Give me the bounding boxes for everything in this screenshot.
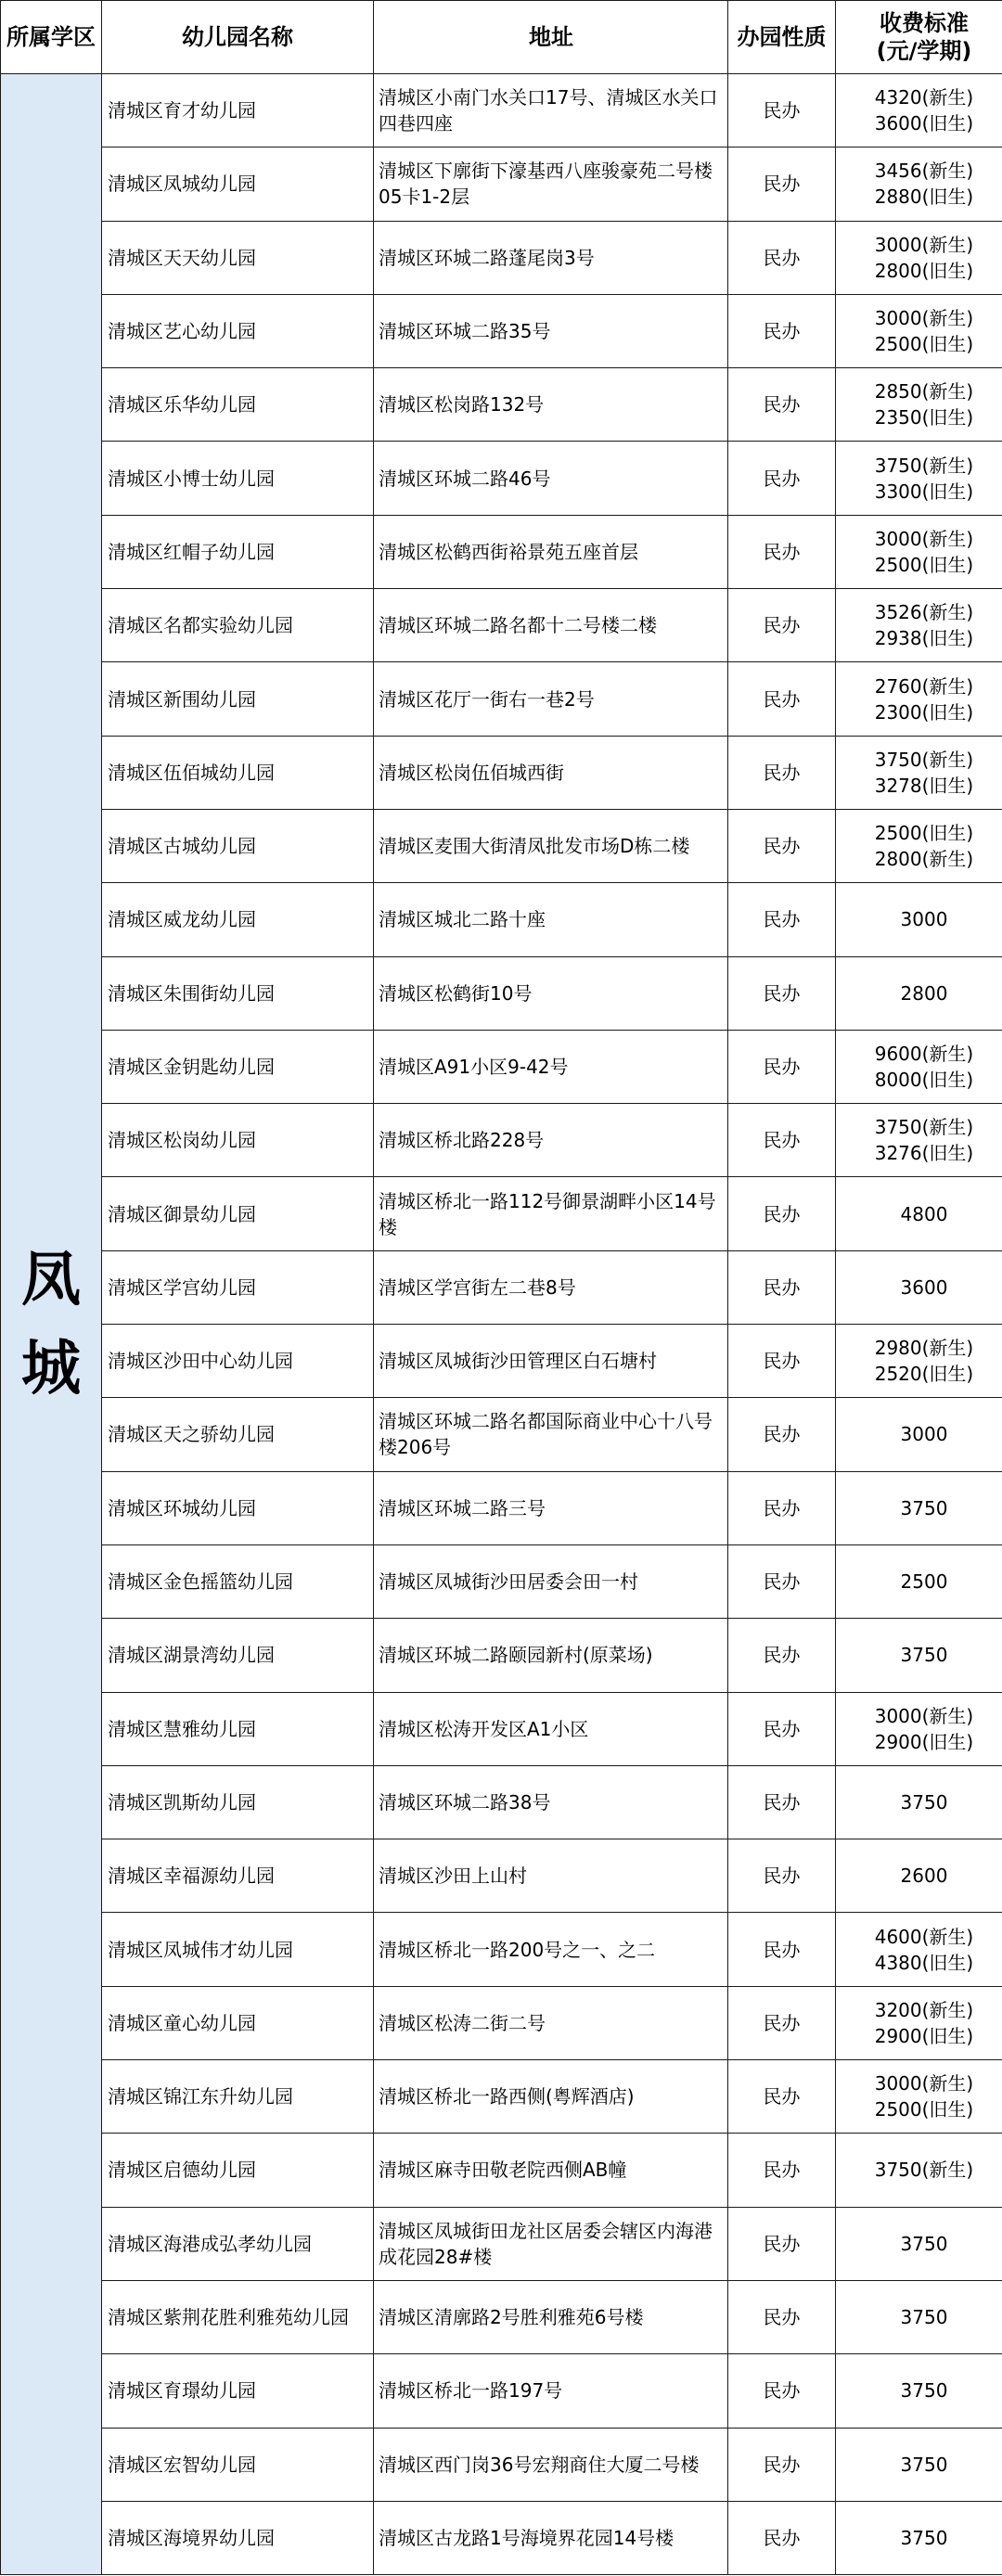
fee-line: 2760(新生) [874,674,974,698]
kindergarten-type: 民办 [728,589,836,662]
kindergarten-address: 清城区清廓路2号胜利雅苑6号楼 [374,2280,728,2353]
kindergarten-name: 清城区朱围街幼儿园 [102,956,374,1030]
fee-line: 2938(旧生) [874,627,974,650]
fee-line: 3750 [900,2453,948,2476]
fee-line: 2800(新生) [874,848,974,871]
fee-cell [836,1544,1002,1618]
table-row [1,1692,1002,1765]
table-row [1,809,1002,882]
kindergarten-type: 民办 [728,2060,836,2134]
kindergarten-address: 清城区环城二路颐园新村(原菜场) [374,1619,728,1692]
table-row [1,1471,1002,1544]
fee-cell [836,1398,1002,1471]
fee-line: 3750 [900,1644,948,1667]
fee-line: 3000 [900,908,948,931]
kindergarten-type: 民办 [728,2354,836,2428]
kindergarten-name: 清城区宏智幼儿园 [102,2428,374,2501]
kindergarten-address: 清城区桥北一路200号之一、之二 [374,1913,728,1986]
table-row [1,589,1002,662]
fee-cell [836,515,1002,588]
fee-line: 3000 [900,1423,948,1446]
fee-line: 2500(旧生) [874,822,974,845]
kindergarten-address: 清城区麻寺田敬老院西侧AB幢 [374,2134,728,2207]
fee-line: 3750(新生) [874,2159,974,2182]
kindergarten-address: 清城区松岗伍佰城西街 [374,736,728,809]
table-row [1,1619,1002,1692]
kindergarten-address: 清城区花厅一街右一巷2号 [374,662,728,736]
fee-line: 3300(旧生) [874,480,974,503]
table-row [1,1839,1002,1913]
kindergarten-address: 清城区沙田上山村 [374,1839,728,1913]
kindergarten-name: 清城区幸福源幼儿园 [102,1839,374,1913]
district-label: 凤 城 [21,1245,81,1403]
kindergarten-name: 清城区凤城伟才幼儿园 [102,1913,374,1986]
fee-line: 4800 [900,1202,948,1225]
kindergarten-type: 民办 [728,1619,836,1692]
kindergarten-name: 清城区小博士幼儿园 [102,442,374,515]
table-row [1,956,1002,1030]
kindergarten-type: 民办 [728,2428,836,2501]
kindergarten-name: 清城区环城幼儿园 [102,1471,374,1544]
kindergarten-type: 民办 [728,2280,836,2353]
header-district: 所属学区 [1,1,102,74]
fee-cell [836,662,1002,736]
table-body [1,74,1002,2575]
table-header-row [1,1,1002,74]
kindergarten-name: 清城区乐华幼儿园 [102,368,374,442]
fee-line: 8000(旧生) [874,1069,974,1091]
fee-line: 3600 [900,1275,948,1299]
kindergarten-address: 清城区凤城街沙田居委会田一村 [374,1544,728,1618]
fee-cell [836,883,1002,956]
kindergarten-type: 民办 [728,2134,836,2207]
kindergarten-type: 民办 [728,1765,836,1839]
fee-line: 2880(旧生) [874,186,974,209]
fee-cell [836,1177,1002,1250]
kindergarten-name: 清城区慧雅幼儿园 [102,1692,374,1765]
kindergarten-type: 民办 [728,147,836,221]
kindergarten-name: 清城区天之骄幼儿园 [102,1398,374,1471]
fee-line: 3750 [900,1496,948,1519]
kindergarten-address: 清城区松岗路132号 [374,368,728,442]
table-row [1,736,1002,809]
table-row [1,1913,1002,1986]
kindergarten-name: 清城区伍佰城幼儿园 [102,736,374,809]
kindergarten-name: 清城区金钥匙幼儿园 [102,1030,374,1103]
fee-line: 2900(旧生) [874,1730,974,1753]
fee-line: 3000(新生) [874,527,974,550]
fee-cell [836,1765,1002,1839]
header-name: 幼儿园名称 [102,1,374,74]
kindergarten-name: 清城区凤城幼儿园 [102,147,374,221]
fee-line: 2500(旧生) [874,333,974,356]
fee-cell [836,147,1002,221]
kindergarten-type: 民办 [728,1986,836,2059]
kindergarten-address: 清城区环城二路38号 [374,1765,728,1839]
fee-line: 3750 [900,1790,948,1813]
header-fee-line-1: 收费标准 [880,10,969,36]
kindergarten-name: 清城区锦江东升幼儿园 [102,2060,374,2134]
kindergarten-address: 清城区松涛开发区A1小区 [374,1692,728,1765]
kindergarten-address: 清城区学宫街左二巷8号 [374,1250,728,1324]
header-fee-line-2: (元/学期) [876,38,972,64]
kindergarten-name: 清城区松岗幼儿园 [102,1104,374,1177]
fee-cell [836,368,1002,442]
kindergarten-type: 民办 [728,1471,836,1544]
fee-line: 3276(旧生) [874,1142,974,1165]
kindergarten-name: 清城区御景幼儿园 [102,1177,374,1250]
kindergarten-address: 清城区桥北一路197号 [374,2354,728,2428]
kindergarten-name: 清城区海境界幼儿园 [102,2501,374,2574]
table-row [1,2060,1002,2134]
kindergarten-type: 民办 [728,74,836,147]
kindergarten-name: 清城区紫荆花胜利雅苑幼儿园 [102,2280,374,2353]
table-row [1,2501,1002,2574]
fee-cell [836,1104,1002,1177]
kindergarten-type: 民办 [728,956,836,1030]
fee-cell [836,1325,1002,1398]
fee-line: 2600 [900,1865,948,1888]
kindergarten-type: 民办 [728,662,836,736]
fee-cell [836,1619,1002,1692]
fee-line: 2900(旧生) [874,2024,974,2047]
kindergarten-name: 清城区学宫幼儿园 [102,1250,374,1324]
fee-cell [836,736,1002,809]
kindergarten-name: 清城区新围幼儿园 [102,662,374,736]
fee-cell [836,1250,1002,1324]
fee-cell [836,2207,1002,2280]
table-row [1,368,1002,442]
kindergarten-address: 清城区桥北一路112号御景湖畔小区14号楼 [374,1177,728,1250]
kindergarten-address: 清城区环城二路名都国际商业中心十八号楼206号 [374,1398,728,1471]
fee-cell [836,1030,1002,1103]
kindergarten-type: 民办 [728,1839,836,1913]
fee-cell [836,1913,1002,1986]
kindergarten-name: 清城区育璟幼儿园 [102,2354,374,2428]
kindergarten-name: 清城区红帽子幼儿园 [102,515,374,588]
fee-line: 3200(新生) [874,1998,974,2021]
fee-cell [836,2280,1002,2353]
kindergarten-type: 民办 [728,1177,836,1250]
fee-cell [836,2134,1002,2207]
fee-cell [836,221,1002,294]
fee-line: 2350(旧生) [874,406,974,429]
table-row [1,221,1002,294]
header-address: 地址 [374,1,728,74]
kindergarten-address: 清城区桥北路228号 [374,1104,728,1177]
kindergarten-address: 清城区小南门水关口17号、清城区水关口四巷四座 [374,74,728,147]
table-row [1,294,1002,367]
kindergarten-type: 民办 [728,736,836,809]
kindergarten-type: 民办 [728,368,836,442]
fee-cell [836,2501,1002,2574]
kindergarten-type: 民办 [728,1325,836,1398]
kindergarten-name: 清城区湖景湾幼儿园 [102,1619,374,1692]
table-row [1,1030,1002,1103]
fee-cell [836,1986,1002,2059]
table-row [1,1177,1002,1250]
kindergarten-name: 清城区名都实验幼儿园 [102,589,374,662]
kindergarten-address: 清城区凤城街沙田管理区白石塘村 [374,1325,728,1398]
table-row [1,1398,1002,1471]
kindergarten-address: 清城区环城二路三号 [374,1471,728,1544]
kindergarten-name: 清城区威龙幼儿园 [102,883,374,956]
table-row [1,1104,1002,1177]
fee-cell [836,956,1002,1030]
table-row [1,883,1002,956]
table-row [1,1765,1002,1839]
table-row [1,2428,1002,2501]
fee-line: 3750 [900,2379,948,2403]
fee-cell [836,294,1002,367]
kindergarten-type: 民办 [728,442,836,515]
kindergarten-type: 民办 [728,809,836,882]
fee-line: 3278(旧生) [874,774,974,797]
fee-cell [836,2428,1002,2501]
fee-line: 3750 [900,2232,948,2255]
fee-line: 2850(新生) [874,380,974,404]
kindergarten-address: 清城区西门岗36号宏翔商住大厦二号楼 [374,2428,728,2501]
fee-line: 4380(旧生) [874,1951,974,1974]
kindergarten-type: 民办 [728,883,836,956]
kindergarten-address: 清城区麦围大街清凤批发市场D栋二楼 [374,809,728,882]
fee-line: 4320(新生) [874,86,974,109]
fee-line: 3000(新生) [874,2072,974,2095]
fee-cell [836,74,1002,147]
kindergarten-address: 清城区环城二路蓬尾岗3号 [374,221,728,294]
kindergarten-name: 清城区金色摇篮幼儿园 [102,1544,374,1618]
fee-cell [836,442,1002,515]
table-row [1,1544,1002,1618]
fee-line: 2800(旧生) [874,259,974,282]
kindergarten-address: 清城区城北二路十座 [374,883,728,956]
kindergarten-type: 民办 [728,294,836,367]
fee-line: 2980(新生) [874,1337,974,1360]
fee-line: 3750 [900,2526,948,2549]
kindergarten-address: 清城区松涛二街二号 [374,1986,728,2059]
fee-line: 3000(新生) [874,307,974,330]
table-row [1,442,1002,515]
fee-line: 4600(新生) [874,1925,974,1948]
kindergarten-type: 民办 [728,1030,836,1103]
fee-line: 2500(旧生) [874,2098,974,2121]
kindergarten-address: 清城区下廓街下濠基西八座骏豪苑二号楼05卡1-2层 [374,147,728,221]
kindergarten-name: 清城区沙田中心幼儿园 [102,1325,374,1398]
kindergarten-type: 民办 [728,2501,836,2574]
kindergarten-type: 民办 [728,515,836,588]
table-row [1,2207,1002,2280]
kindergarten-type: 民办 [728,2207,836,2280]
kindergarten-address: 清城区桥北一路西侧(粤辉酒店) [374,2060,728,2134]
kindergarten-type: 民办 [728,1104,836,1177]
table-row [1,1325,1002,1398]
kindergarten-name: 清城区天天幼儿园 [102,221,374,294]
kindergarten-name: 清城区海港成弘孝幼儿园 [102,2207,374,2280]
fee-line: 3750(新生) [874,454,974,477]
kindergarten-address: 清城区环城二路35号 [374,294,728,367]
fee-line: 2800 [900,981,948,1005]
kindergarten-type: 民办 [728,1544,836,1618]
table-row [1,74,1002,147]
fee-cell [836,589,1002,662]
kindergarten-type: 民办 [728,1913,836,1986]
fee-line: 2500(旧生) [874,553,974,576]
table-row [1,662,1002,736]
kindergarten-type: 民办 [728,1398,836,1471]
kindergarten-type: 民办 [728,221,836,294]
kindergarten-address: 清城区环城二路46号 [374,442,728,515]
fee-line: 9600(新生) [874,1043,974,1065]
fee-line: 2300(旧生) [874,700,974,724]
kindergarten-type: 民办 [728,1692,836,1765]
fee-line: 3750 [900,2306,948,2329]
kindergarten-name: 清城区古城幼儿园 [102,809,374,882]
kindergarten-name: 清城区凯斯幼儿园 [102,1765,374,1839]
table-row [1,515,1002,588]
kindergarten-name: 清城区启德幼儿园 [102,2134,374,2207]
header-type: 办园性质 [728,1,836,74]
header-fee [836,1,1002,74]
fee-line: 3456(新生) [874,160,974,183]
fee-line: 2500 [900,1570,948,1594]
fee-line: 3750(新生) [874,1116,974,1139]
kindergarten-address: 清城区环城二路名都十二号楼二楼 [374,589,728,662]
fee-cell [836,1692,1002,1765]
kindergarten-name: 清城区童心幼儿园 [102,1986,374,2059]
kindergarten-type: 民办 [728,1250,836,1324]
fee-line: 3000(新生) [874,233,974,256]
fee-cell [836,2060,1002,2134]
fee-cell [836,1839,1002,1913]
kindergarten-address: 清城区松鹤西街裕景苑五座首层 [374,515,728,588]
table-row [1,2280,1002,2353]
table-row [1,1250,1002,1324]
table-row [1,2134,1002,2207]
table-row [1,147,1002,221]
table-row [1,2354,1002,2428]
kindergarten-address: 清城区凤城街田龙社区居委会辖区内海港成花园28#楼 [374,2207,728,2280]
fee-line: 2520(旧生) [874,1363,974,1386]
district-cell [1,74,102,2575]
fee-cell [836,809,1002,882]
kindergarten-address: 清城区松鹤街10号 [374,956,728,1030]
kindergarten-address: 清城区A91小区9-42号 [374,1030,728,1103]
fee-cell [836,2354,1002,2428]
fee-line: 3600(旧生) [874,112,974,135]
fee-line: 3750(新生) [874,748,974,771]
table-row [1,1986,1002,2059]
fee-line: 3000(新生) [874,1704,974,1727]
kindergarten-name: 清城区艺心幼儿园 [102,294,374,367]
fee-cell [836,1471,1002,1544]
kindergarten-name: 清城区育才幼儿园 [102,74,374,147]
fee-line: 3526(新生) [874,601,974,624]
kindergarten-address: 清城区古龙路1号海境界花园14号楼 [374,2501,728,2574]
